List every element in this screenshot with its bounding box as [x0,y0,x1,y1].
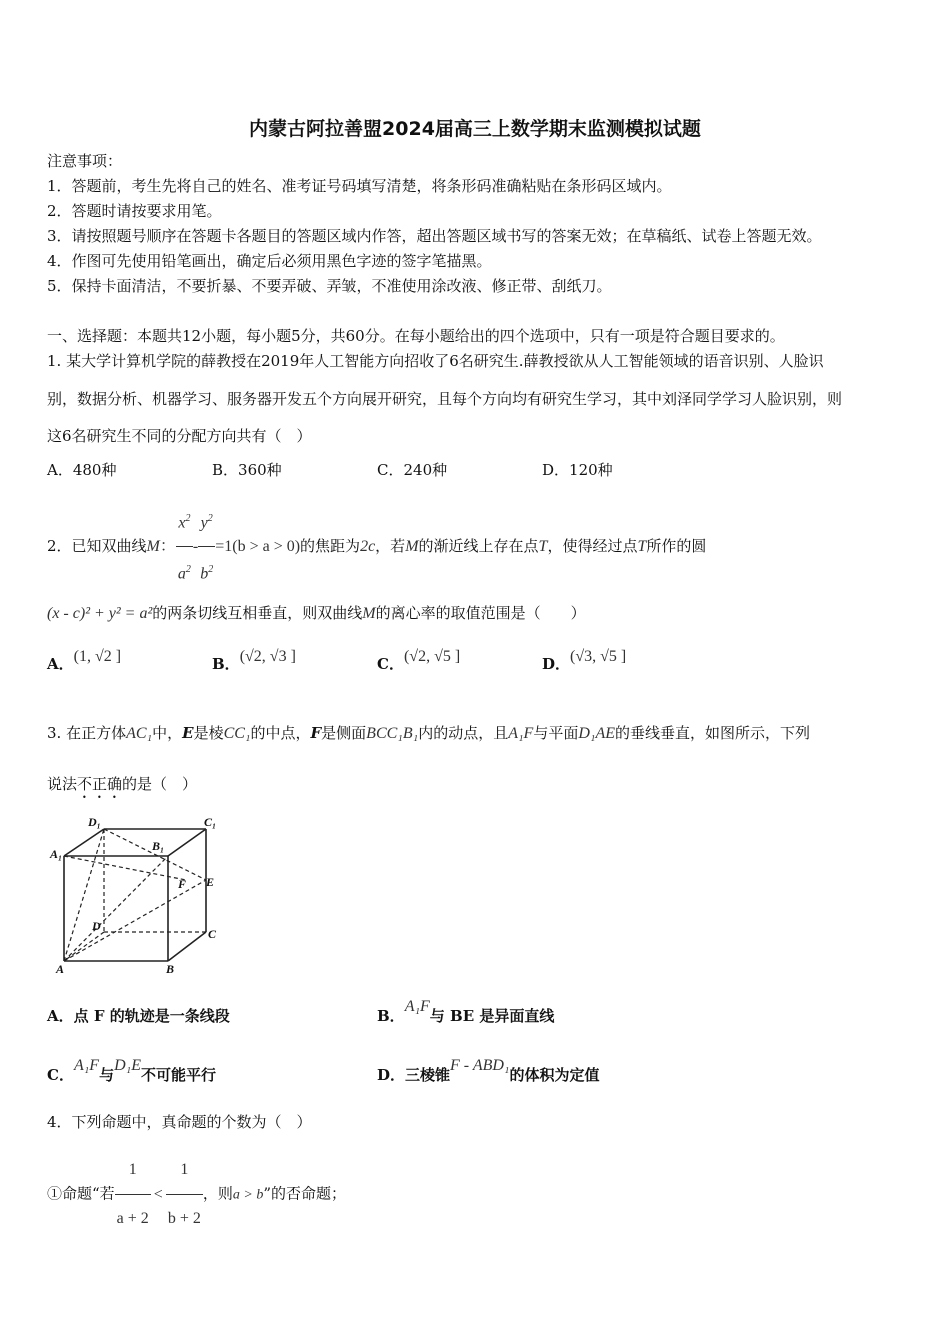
segment-a1f: A₁F [404,998,430,1015]
focal-distance: 2c [360,537,376,555]
plane-d1ae: D₁AE [578,725,615,742]
q3-option-a: A．点 F 的轨迹是一条线段 [47,1007,230,1025]
q1-option-a: A．480种 [47,461,117,479]
hyperbola-name: M [362,605,376,622]
cube-name: AC₁ [126,725,153,742]
point-f: F [310,724,322,742]
q2-text: 的离心率的取值范围是（ ） [375,604,586,622]
option-d-math: (√3, √5 ] [570,648,627,665]
q3-line-2: 说法不正确的是（ ） [47,775,198,793]
minus-sign: - [192,537,199,555]
label-f: F [178,877,187,891]
notice-item-1: 1．答题前，考生先将自己的姓名、准考证号码填写清楚，将条形码准确粘贴在条形码区域内。 [47,177,672,195]
notice-item-4: 4．作图可先使用铅笔画出，确定后必须用黑色字迹的签字笔描黑。 [47,252,492,270]
q3-option-d: D．三棱锥F - ABD₁的体积为定值 [377,1057,600,1084]
notice-heading: 注意事项： [47,152,123,170]
q2-option-b: B．(√2, √3 ] [212,648,296,673]
q2-text: 的渐近线上存在点 [418,536,539,555]
option-b-math: (√2, √3 ] [239,648,296,665]
q1-line-2: 别，数据分析、机器学习、服务器开发五个方向展开研究，且每个方向均有研究生学习，其中刘泽同学学习人脸识别，则 [47,390,843,408]
circle-equation: (x - c)² + y² = a² [47,605,153,622]
point-t: T [637,537,647,555]
label-b: B [166,962,175,976]
segment-a1f: A₁F [508,725,534,742]
q1-line-1: 1. 某大学计算机学院的薛教授在2019年人工智能方向招收了6名研究生.薛教授欲从人工智能领域的语音识别、人脸识 [47,352,824,370]
hyperbola-condition: =1(b > a > 0) [215,537,301,555]
q2-option-a: A．(1, √2 ] [47,648,122,673]
label-b1: B₁ [152,839,165,853]
q2-text: 的两条切线互相垂直，则双曲线 [152,604,363,622]
pyramid-f-abd1: F - ABD₁ [450,1057,510,1074]
emphasis-not-correct: 不正确 [77,775,123,793]
notice-item-5: 5．保持卡面清洁，不要折暴、不要弄破、弄皱，不准使用涂改液、修正带、刮纸刀。 [47,277,612,295]
q2-line-1 [47,496,706,598]
point-t: T [538,537,548,555]
q2-text: 2．已知双曲线 [47,536,147,555]
point-e: E [182,724,194,742]
q2-option-d: D．(√3, √5 ] [542,648,627,673]
segment-d1e: D₁E [114,1057,141,1074]
label-d1: D₁ [88,815,101,829]
q4-stem: 4．下列命题中，真命题的个数为（ ） [47,1113,312,1131]
colon: ： [159,537,176,555]
q2-text: ，若 [375,536,406,555]
q2-text: 的焦距为 [300,536,361,555]
q2-line-2 [47,596,586,631]
q2-text: ，使得经过点 [547,536,638,555]
label-e: E [206,875,215,889]
option-a-math: (1, √2 ] [73,648,122,665]
notice-item-3: 3．请按照题号顺序在答题卡各题目的答题区域内作答，超出答题区域书写的答案无效；在草稿纸、试卷上答题无效。 [47,227,822,245]
fraction-x2-a2: $\frac{x^2}{a^2}$ [176,496,193,598]
q4-item-1: ①命题“若 $\frac{1}{a + 2}$ < $\frac{1}{b + 2}$ ，则a > b”的否命题； [47,1146,346,1243]
q3-line-1: 3. 在正方体AC₁中，E是棱CC₁的中点，F是侧面BCC₁B₁内的动点，且A₁F与平面D₁AE的垂线垂直，如图所示，下列 [47,724,811,742]
fraction-y2-b2: $\frac{y^2}{b^2}$ [198,496,215,598]
q1-line-3: 这6名研究生不同的分配方向共有（ ） [47,427,312,445]
q1-option-d: D．120种 [542,461,613,479]
label-a: A [56,962,65,976]
cube-figure [44,812,224,976]
label-a1: A₁ [50,847,63,861]
face-bcc1b1: BCC₁B₁ [366,725,419,742]
q1-option-b: B．360种 [212,461,282,479]
label-c1: C₁ [204,815,217,829]
notice-item-2: 2．答题时请按要求用笔。 [47,202,222,220]
label-c: C [208,927,217,941]
q2-text: 所作的圆 [646,536,707,555]
hyperbola-name: M [405,537,419,555]
segment-a1f: A₁F [73,1057,100,1074]
condition-a-gt-b: a > b [232,1187,264,1203]
less-than: < [153,1185,163,1203]
edge-cc1: CC₁ [223,725,251,742]
page-title: 内蒙古阿拉善盟2024届高三上数学期末监测模拟试题 [249,118,701,140]
q2-option-c: C．(√2, √5 ] [377,648,461,673]
q1-option-c: C．240种 [377,461,448,479]
fraction-1-over-b-plus-2: $\frac{1}{b + 2}$ [166,1146,203,1243]
q3-option-c: C．A₁F与D₁E不可能平行 [47,1057,216,1084]
q3-option-b: B．A₁F与 BE 是异面直线 [377,998,555,1025]
option-c-math: (√2, √5 ] [403,648,461,665]
section-heading: 一、选择题：本题共12小题，每小题5分，共60分。在每小题给出的四个选项中，只有一项是符合题目要求的。 [47,327,785,345]
label-d: D [92,919,101,933]
fraction-1-over-a-plus-2: $\frac{1}{a + 2}$ [115,1146,151,1243]
hyperbola-name: M [146,537,160,555]
